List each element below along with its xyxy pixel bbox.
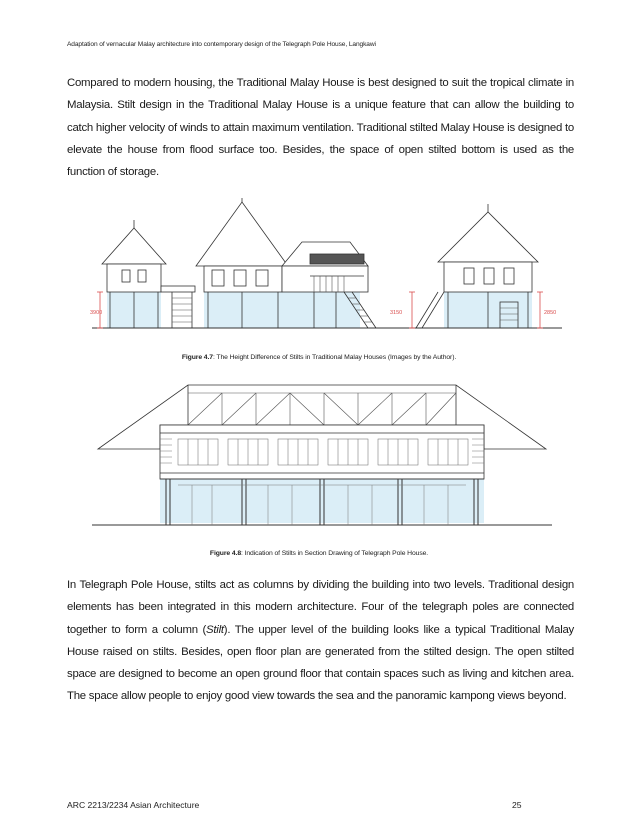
dimension-label-middle: 3150 bbox=[390, 310, 403, 316]
figure-4-8-label: Figure 4.8 bbox=[209, 550, 241, 557]
paragraph2-emphasis-stilt: Stilt bbox=[206, 623, 224, 636]
figure-stilt-height-elevations bbox=[92, 198, 562, 332]
dimension-label-left: 3900 bbox=[90, 310, 103, 316]
footer-page-number: 25 bbox=[512, 800, 522, 810]
figure-telegraph-pole-section bbox=[92, 385, 552, 531]
dimension-label-right: 2850 bbox=[544, 310, 557, 316]
paragraph2-part1: In Telegraph Pole House, stilts act as columns by dividing the building into two levels. Traditional design elements has been integrated in this modern architecture. Four of the telegraph poles are connected together to form a column ( bbox=[67, 579, 574, 636]
footer-course-title: ARC 2213/2234 Asian Architecture bbox=[67, 800, 200, 810]
paragraph-stilt-design: Compared to modern housing, the Traditional Malay House is best designed to suit the tropical climate in Malaysia. Stilt design in the Traditional Malay House is a unique feature that can allow the building to catch higher velocity of winds to attain maximum ventilation. Traditional stilted Malay House is designed to elevate the house from flood surface too. Besides, the space of open stilted bottom is used as the function of storage. bbox=[67, 77, 574, 179]
figure-4-8-caption bbox=[0, 550, 638, 557]
figure-4-7-caption-text: : The Height Difference of Stilts in Traditional Malay Houses (Images by the Author). bbox=[212, 354, 457, 361]
figure-4-8-caption-text: : Indication of Stilts in Section Drawing of Telegraph Pole House. bbox=[241, 550, 429, 557]
stilt-zone-middle-house bbox=[204, 292, 360, 328]
paragraph2-part2: ). The upper level of the building looks like a typical Traditional Malay House raised on stilts. Besides, open floor plan are generated from the stilted design. The open stilted space are designed to become an open ground floor that contain spaces such as living and kitchen area. The space allow people to enjoy good view towards the sea and the panoramic kampong views beyond. bbox=[67, 623, 574, 703]
figure-4-7-label: Figure 4.7 bbox=[181, 354, 213, 361]
paragraph-telegraph-pole-house bbox=[67, 574, 574, 708]
figure-4-7-caption bbox=[0, 354, 638, 361]
running-header: Adaptation of vernacular Malay architecture into contemporary design of the Telegraph Pole House, Langkawi bbox=[67, 41, 376, 48]
stilt-zone-section bbox=[160, 479, 484, 523]
